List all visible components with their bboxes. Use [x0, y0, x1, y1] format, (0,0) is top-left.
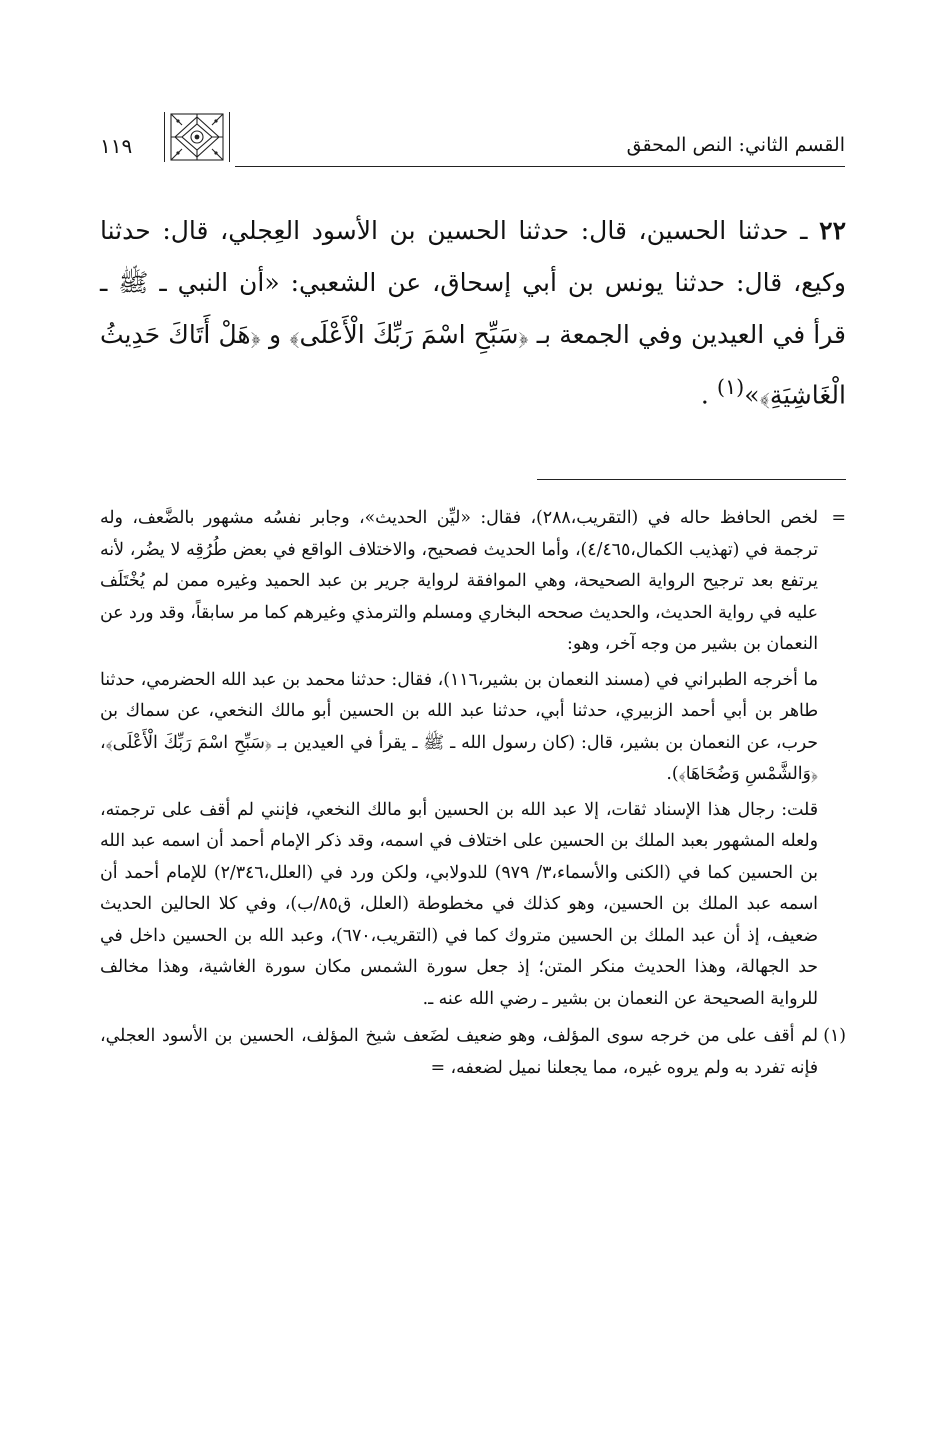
footnote-number: (١)	[823, 1026, 846, 1046]
footnote-separator	[537, 479, 846, 480]
continuation-mark: =	[831, 508, 846, 528]
footnotes	[100, 503, 846, 1090]
running-header	[100, 112, 845, 170]
footnote-continued	[100, 503, 846, 1015]
hadith-text	[100, 205, 846, 421]
header-rule	[235, 166, 845, 167]
footnote-ref: (١)	[716, 375, 745, 399]
footnote-paragraph: ما أخرجه الطبراني في (مسند النعمان بن بشير،١١٦)، فقال: حدثنا محمد بن عبد الله الحضرمي، حدثنا طاهر بن أبي أحمد الزبيري، حدثنا أبي، حدثنا عبد الله بن الحسين أبو مالك النخعي، عن سماك بن حرب، عن النعمان بن بشير، قال: (كان رسول الله ـ ﷺ ـ يقرأ في العيدين بـ ﴿سَبِّحِ اسْمَ رَبِّكَ الْأَعْلَى﴾، ﴿وَالشَّمْسِ وَضُحَاهَا﴾).	[100, 669, 818, 784]
footnote-paragraph: لم أقف على من خرجه سوى المؤلف، وهو ضعيف لضَعف شيخ المؤلف، الحسين بن الأسود العجلي، فإنه تفرد به ولم يروه غيره، مما يجعلنا نميل لضعفه، =	[100, 1026, 818, 1078]
page-number: ١١٩	[100, 134, 133, 158]
hadith-end: .	[700, 380, 717, 410]
hadith-number: ٢٢	[819, 216, 846, 245]
section-title: القسم الثاني: النص المحقق	[626, 134, 845, 156]
footnote-1	[100, 1021, 846, 1084]
footnote-paragraph: لخص الحافظ حاله في (التقريب،٢٨٨)، فقال: «ليِّن الحديث»، وجابر نفسُه مشهور بالضَّعف، وله ترجمة في (تهذيب الكمال،٤/٤٦٥)، وأما الحديث فصحيح، والاختلاف الواقع في بعض طُرُقِه لا يضُر، لأنه يرتفع بعد ترجيح الرواية الصحيحة، وهي الموافقة لرواية جرير بن عبد الحميد وغيره ممن لم يُخْتَلَف عليه في رواية الحديث، والحديث صححه البخاري ومسلم والترمذي وغيرهم كما مر سابقاً، وقد ورد عن النعمان بن بشير من وجه آخر، وهو:	[100, 508, 818, 654]
hadith-paragraph	[100, 205, 846, 421]
footnote-paragraph: قلت: رجال هذا الإسناد ثقات، إلا عبد الله بن الحسين أبو مالك النخعي، فإنني لم أقف على ترجمته، ولعله المشهور بعبد الملك بن الحسين على اختلاف في اسمه، وقد ذكر الإمام أحمد أن اسمه عبد الله بن الحسين كما في (الكنى والأسماء،٣/ ٩٧٩) للدولابي، ولكن ورد في (العلل،٢/٣٤٦) للإمام أحمد أن اسمه عبد الملك بن الحسين، وهو كذلك في مخطوطة (العلل، ق٨٥/ب)، وفي كلا الحالين الحديث ضعيف، إذ أن عبد الملك بن الحسين متروك كما في (التقريب،٦٧٠)، وعبد الله بن الحسين داخل في حد الجهالة، وهذا الحديث منكر المتن؛ إذ جعل سورة الشمس مكان سورة الغاشية، وهذا مخالف للرواية الصحيحة عن النعمان بن بشير ـ رضي الله عنه ـ.	[100, 799, 818, 1009]
ornament-icon	[164, 112, 230, 162]
hadith-body: ـ حدثنا الحسين، قال: حدثنا الحسين بن الأسود العِجلي، قال: حدثنا وكيع، قال: حدثنا يونس بن أبي إسحاق، عن الشعبي: «أن النبي ـ ﷺ ـ قرأ في العيدين وفي الجمعة بـ ﴿سَبِّحِ اسْمَ رَبِّكَ الْأَعْلَى﴾ و ﴿هَلْ أَتَاكَ حَدِيثُ الْغَاشِيَةِ﴾»	[100, 216, 846, 410]
